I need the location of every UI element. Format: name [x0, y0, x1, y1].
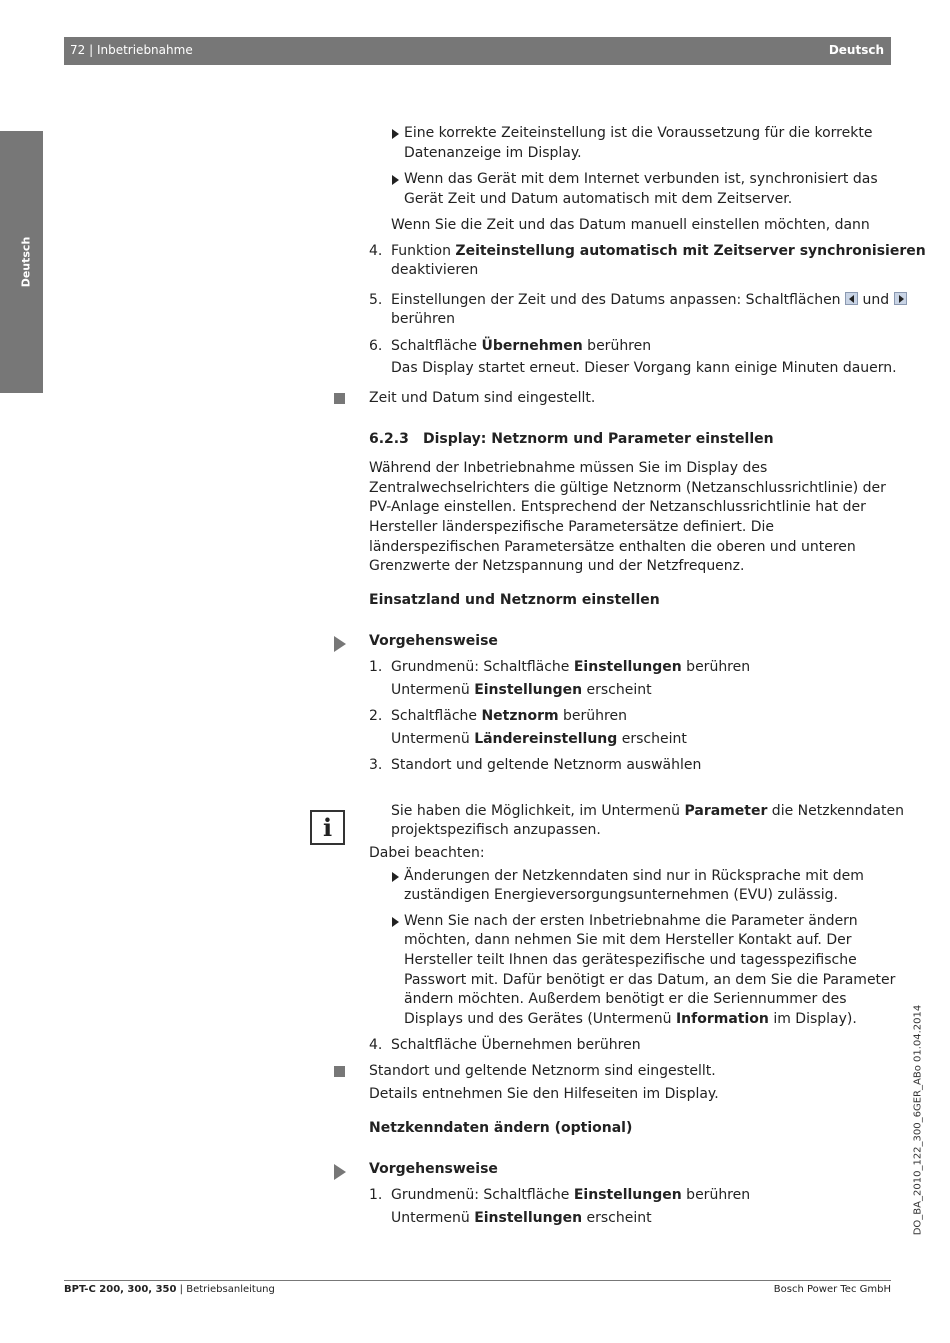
- step-number: 1.: [369, 1187, 383, 1203]
- arrow-left-button-icon: [845, 292, 858, 305]
- bullet-text: Wenn Sie nach der ersten Inbetriebnahme die Parameter ändern: [404, 913, 858, 929]
- page-header: [64, 37, 891, 65]
- step-text: Standort und geltende Netznorm auswählen: [391, 757, 702, 773]
- header-language: Deutsch: [828, 43, 884, 57]
- info-text: Sie haben die Möglichkeit, im Untermenü Parameter die Netzkenndaten: [391, 803, 904, 819]
- bullet-text: Datenanzeige im Display.: [404, 145, 582, 161]
- header-page-section: 72 | Inbetriebnahme: [70, 43, 193, 57]
- bullet-text: Gerät Zeit und Datum automatisch mit dem Zeitserver.: [404, 191, 793, 207]
- step-text: Schaltfläche Netznorm berühren: [391, 708, 627, 724]
- arrow-right-button-icon: [894, 292, 907, 305]
- procedure-arrow-icon: [334, 636, 346, 652]
- bullet-text: ändern möchten. Außerdem benötigt er die Seriennummer des: [404, 991, 847, 1007]
- result-square-icon: [334, 1066, 345, 1077]
- section-number: 6.2.3: [369, 431, 409, 447]
- footer-divider: [64, 1280, 891, 1281]
- procedure-heading: Vorgehensweise: [369, 633, 498, 649]
- result-text: Standort und geltende Netznorm sind eingestellt.: [369, 1063, 716, 1079]
- step-number: 6.: [369, 338, 383, 354]
- paragraph-line: Hersteller länderspezifische Parametersätze definiert. Die: [369, 519, 775, 535]
- step-text: Einstellungen der Zeit und des Datums anpassen: Schaltflächen und: [391, 291, 907, 311]
- bullet-text: Passwort mit. Dafür benötigt er das Datum, an dem Sie die Parameter: [404, 972, 896, 988]
- footer-product: BPT-C 200, 300, 350 | Betriebsanleitung: [64, 1284, 275, 1295]
- paragraph-line: Grenzwerte der Netzspannung und der Netzfrequenz.: [369, 558, 745, 574]
- step-text: Grundmenü: Schaltfläche Einstellungen berühren: [391, 1187, 751, 1203]
- step-number: 1.: [369, 659, 383, 675]
- bullet-arrow-icon: [392, 872, 399, 882]
- step-result: Das Display startet erneut. Dieser Vorgang kann einige Minuten dauern.: [391, 360, 897, 376]
- bullet-text: Wenn das Gerät mit dem Internet verbunden ist, synchronisiert das: [404, 171, 878, 187]
- subheading: Einsatzland und Netznorm einstellen: [369, 592, 660, 608]
- step-result: Untermenü Einstellungen erscheint: [391, 682, 652, 698]
- bullet-text: Eine korrekte Zeiteinstellung ist die Voraussetzung für die korrekte: [404, 125, 873, 141]
- step-number: 4.: [369, 1037, 383, 1053]
- bullet-text: Hersteller teilt Ihnen das gerätespezifische und tagesspezifische: [404, 952, 857, 968]
- body-text: Dabei beachten:: [369, 845, 485, 861]
- procedure-arrow-icon: [334, 1164, 346, 1180]
- bullet-text: zuständigen Energieversorgungsunternehmen (EVU) zulässig.: [404, 887, 838, 903]
- body-text: Wenn Sie die Zeit und das Datum manuell einstellen möchten, dann: [391, 217, 870, 233]
- step-text: berühren: [391, 311, 455, 327]
- step-text: Schaltfläche Übernehmen berühren: [391, 338, 652, 354]
- language-side-tab: [0, 131, 43, 393]
- step-number: 2.: [369, 708, 383, 724]
- result-text: Zeit und Datum sind eingestellt.: [369, 390, 596, 406]
- bullet-text: Displays und des Gerätes (Untermenü Information im Display).: [404, 1011, 857, 1027]
- info-icon: i: [310, 810, 345, 845]
- step-number: 3.: [369, 757, 383, 773]
- bullet-text: möchten, dann nehmen Sie mit dem Hersteller Kontakt auf. Der: [404, 932, 852, 948]
- procedure-heading: Vorgehensweise: [369, 1161, 498, 1177]
- footer-company: Bosch Power Tec GmbH: [773, 1284, 891, 1295]
- paragraph-line: Während der Inbetriebnahme müssen Sie im Display des: [369, 460, 768, 476]
- info-text: projektspezifisch anzupassen.: [391, 822, 601, 838]
- result-square-icon: [334, 393, 345, 404]
- step-text: Funktion Zeiteinstellung automatisch mit Zeitserver synchronisieren: [391, 243, 926, 259]
- side-tab-label: Deutsch: [19, 236, 33, 288]
- subheading: Netzkenndaten ändern (optional): [369, 1120, 633, 1136]
- bullet-arrow-icon: [392, 917, 399, 927]
- step-text: Grundmenü: Schaltfläche Einstellungen berühren: [391, 659, 751, 675]
- step-number: 5.: [369, 292, 383, 308]
- step-result: Untermenü Einstellungen erscheint: [391, 1210, 652, 1226]
- bullet-text: Änderungen der Netzkenndaten sind nur in Rücksprache mit dem: [404, 868, 864, 884]
- bullet-arrow-icon: [392, 175, 399, 185]
- step-number: 4.: [369, 243, 383, 259]
- step-text: Schaltfläche Übernehmen berühren: [391, 1037, 641, 1053]
- paragraph-line: länderspezifischen Parametersätze enthalten die oberen und unteren: [369, 539, 856, 555]
- section-title: Display: Netznorm und Parameter einstellen: [423, 431, 774, 447]
- paragraph-line: PV-Anlage einstellen. Entsprechend der Netzanschlussrichtlinie hat der: [369, 499, 866, 515]
- result-text: Details entnehmen Sie den Hilfeseiten im Display.: [369, 1086, 719, 1102]
- bullet-arrow-icon: [392, 129, 399, 139]
- document-code: DO_BA_2010_122_300_6GER_ABo 01.04.2014: [912, 1004, 924, 1236]
- step-result: Untermenü Ländereinstellung erscheint: [391, 731, 687, 747]
- step-text: deaktivieren: [391, 262, 479, 278]
- paragraph-line: Zentralwechselrichters die gültige Netznorm (Netzanschlussrichtlinie) der: [369, 480, 886, 496]
